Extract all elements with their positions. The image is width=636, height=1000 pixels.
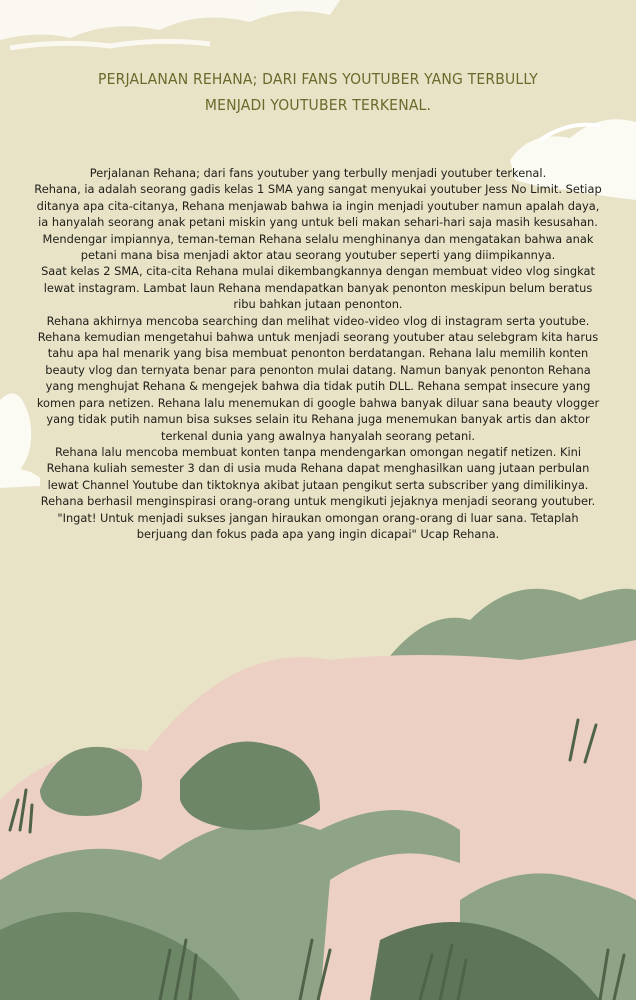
story-body <box>34 165 602 542</box>
title-line-1: PERJALANAN REHANA; DARI FANS YOUTUBER YANG TERBULLY <box>98 70 538 88</box>
paragraph: Rehana akhirnya mencoba searching dan melihat video-video vlog di instagram serta youtube. Rehana kemudian mengetahui bahwa untuk menjadi seorang youtuber atau selebgram kita harus tahu apa hal menarik yang bisa membuat penonton berdatangan. Rehana lalu memilih konten beauty vlog dan ternyata benar para penonton mulai datang. Namun banyak penonton Rehana yang menghujat Rehana & mengejek bahwa dia tidak putih DLL. Rehana sempat insecure yang komen para netizen. Rehana lalu menemukan di google bahwa banyak diluar sana beauty vlogger yang tidak putih namun bisa sukses selain itu Rehana juga menemukan banyak artis dan aktor terkenal dunia yang awalnya hanyalah seorang petani. <box>36 313 600 443</box>
page-title <box>40 66 596 118</box>
paragraph: Saat kelas 2 SMA, cita-cita Rehana mulai dikembangkannya dengan membuat video vlog singkat lewat instagram. Lambat laun Rehana mendapatkan banyak penonton meskipun belum beratus ribu bahkan jutaan penonton. <box>41 264 595 312</box>
paragraph: Rehana lalu mencoba membuat konten tanpa mendengarkan omongan negatif netizen. Kini Rehana kuliah semester 3 dan di usia muda Rehana dapat menghasilkan uang jutaan perbulan lewat Channel Youtube dan tiktoknya akibat jutaan pengikut serta subscriber yang dimilikinya. Rehana berhasil menginspirasi orang-orang untuk mengikuti jejaknya menjadi seorang youtuber. <box>40 444 596 509</box>
paragraph: Perjalanan Rehana; dari fans youtuber yang terbully menjadi youtuber terkenal. <box>89 166 547 180</box>
paragraph: Rehana, ia adalah seorang gadis kelas 1 SMA yang sangat menyukai youtuber Jess No Limit. Setiap ditanya apa cita-citanya, Rehana menjawab bahwa ia ingin menjadi youtuber namun apalah daya, ia hanyalah seorang anak petani miskin yang untuk beli makan sehari-hari saja masih kesusahan. Mendengar impiannya, teman-teman Rehana selalu menghinanya dan mengatakan bahwa anak petani mana bisa menjadi aktor atau seorang youtuber seperti yang diimpikannya. <box>34 182 602 263</box>
paragraph: "Ingat! Untuk menjadi sukses jangan hiraukan omongan orang-orang di luar sana. Tetaplah berjuang dan fokus pada apa yang ingin dicapai" Ucap Rehana. <box>57 510 579 541</box>
title-line-2: MENJADI YOUTUBER TERKENAL. <box>204 96 432 114</box>
